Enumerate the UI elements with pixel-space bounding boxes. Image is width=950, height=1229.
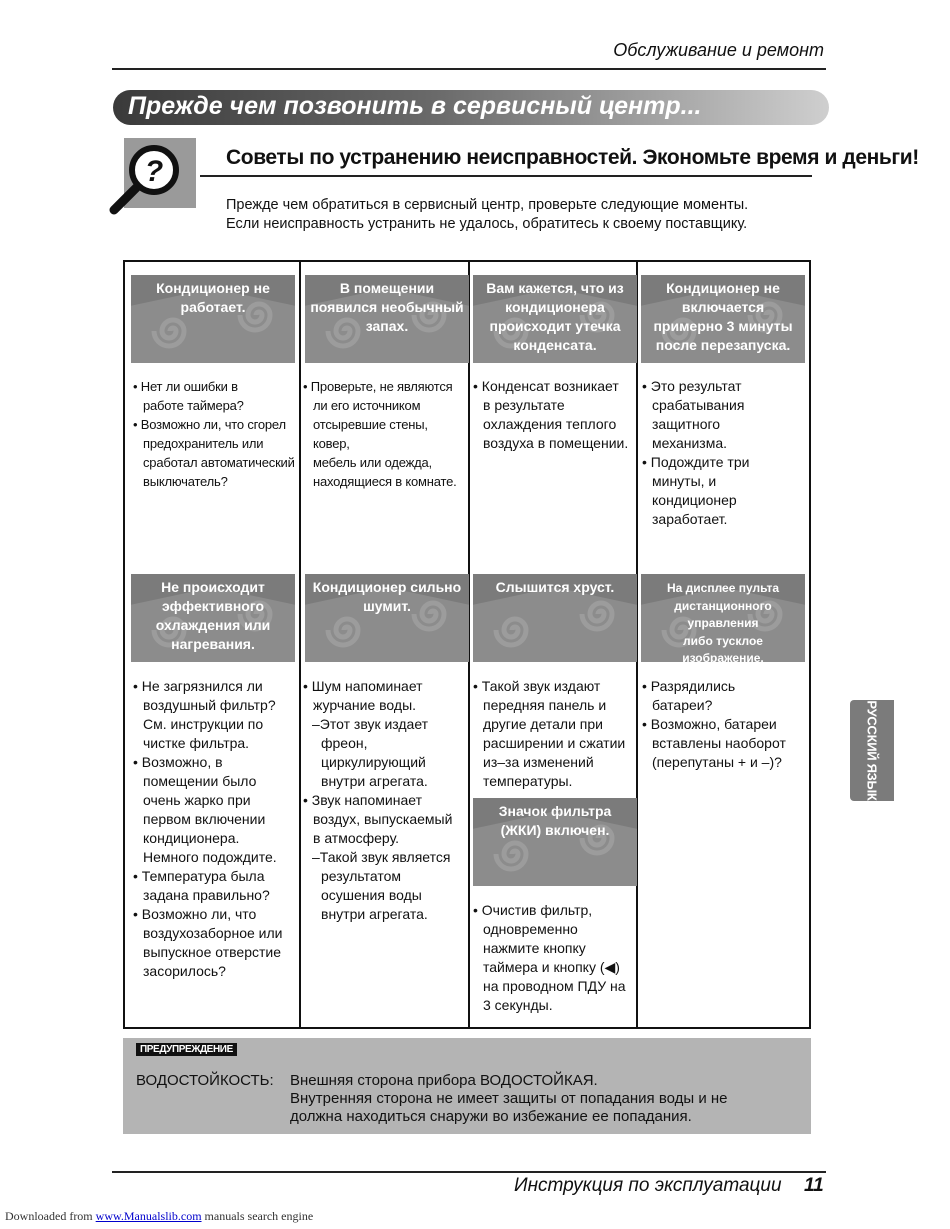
problem-header [473,574,637,662]
solution-line [133,829,297,848]
problem-title-line: (ЖКИ) включен. [500,822,610,838]
solution-line-text: расширении и сжатии [483,735,626,751]
solution-line [642,434,806,453]
solution-line-text: другие детали при [483,716,603,732]
problem-title [641,580,805,685]
problem-title [473,802,637,840]
bullet-marker: • [133,379,141,394]
solution-line-text: воздуха в помещении. [483,435,629,451]
solution-list [642,377,806,529]
bullet-marker: • [303,379,311,394]
problem-title-line: либо тусклое изображение, [682,633,764,665]
problem-title-line: Значок фильтра [498,803,612,819]
troubleshooting-table [123,260,811,1029]
bullet-marker: • [133,906,142,922]
solution-line-text: из–за изменений [483,754,594,770]
solution-line-text: результатом [321,868,401,884]
problem-title-line: Кондиционер не [156,280,270,296]
dash-marker: – [312,849,320,865]
solution-text [473,677,637,791]
solution-line [303,715,467,734]
solution-line [303,696,467,715]
solution-line-text: таймера и кнопку (◀) [483,959,620,975]
solution-line [642,677,806,696]
download-prefix: Downloaded from [5,1209,96,1223]
warning-label: ПРЕДУПРЕЖДЕНИЕ [136,1043,237,1056]
solution-line [642,491,806,510]
solution-line-text: Немного подождите. [143,849,277,865]
problem-header [305,275,469,363]
swirl-decoration-icon [485,600,545,660]
solution-line-text: Температура была [141,868,265,884]
intro-line-2: Если неисправность устранить не удалось, обратитесь к своему поставщику. [226,216,748,232]
solution-line-text: воздух, выпускаемый [313,811,453,827]
solution-line-text: кондиционер [652,492,737,508]
dash-marker: – [312,716,320,732]
solution-text [642,377,806,529]
solution-line [473,772,637,791]
solution-line [133,753,297,772]
magnifier-question-icon [108,142,190,216]
solution-line [303,867,467,886]
solution-line-text: ли его источником [313,398,421,413]
solution-text [303,677,467,924]
problem-title-line: включается [681,299,765,315]
solution-list [133,377,297,491]
problem-title-line: происходит утечка [489,318,621,334]
solution-line [133,924,297,943]
solution-line [133,696,297,715]
solution-line-text: одновременно [483,921,578,937]
problem-title-line: Слышится хруст. [495,579,615,595]
solution-line [473,377,637,396]
problem-title [131,578,295,654]
solution-line-text: в результате [483,397,565,413]
solution-line-text: кондиционера. [143,830,240,846]
tips-underline [200,175,812,177]
solution-line-text: Проверьте, не являются [310,379,453,394]
problem-header [473,798,637,886]
top-rule [112,68,826,70]
solution-line [303,772,467,791]
download-note [5,1209,313,1224]
solution-line-text: воздухозаборное или [143,925,283,941]
solution-list [133,677,297,981]
problem-header [641,574,805,683]
problem-header [473,275,637,363]
solution-line-text: журчание воды. [313,697,417,713]
solution-line [303,848,467,867]
solution-list [303,377,467,491]
solution-line [133,434,297,453]
download-suffix: manuals search engine [201,1209,314,1223]
solution-line [473,939,637,958]
solution-line-text: нажмите кнопку [483,940,586,956]
bullet-marker: • [642,378,651,394]
solution-line [642,415,806,434]
bullet-marker: • [133,868,142,884]
problem-title-line: Кондиционер не [666,280,780,296]
problem-title-line: кондиционера [505,299,605,315]
intro-line-1: Прежде чем обратиться в сервисный центр, проверьте следующие моменты. [226,197,749,213]
solution-line [303,472,467,491]
download-link[interactable]: www.Manualslib.com [95,1209,202,1223]
solution-line-text: циркулирующий [321,754,426,770]
solution-line-text: (перепутаны + и –)? [652,754,782,770]
solution-line-text: вставлены наоборот [652,735,786,751]
solution-text [473,377,637,453]
solution-line-text: батареи? [652,697,713,713]
tips-heading: Советы по устранению неисправностей. Экономьте время и деньги! [226,146,919,169]
bullet-marker: • [642,716,651,732]
solution-line [473,958,637,977]
solution-line [473,715,637,734]
section-title: Обслуживание и ремонт [613,40,824,60]
solution-line [133,943,297,962]
solution-line [642,472,806,491]
column-divider [299,262,301,1027]
solution-line [303,791,467,810]
problem-title-line: В помещении [339,280,435,296]
solution-line-text: заработает. [652,511,728,527]
solution-line [133,810,297,829]
problem-header [641,275,805,363]
page-number: 11 [804,1175,824,1196]
solution-list [473,377,637,453]
solution-line-text: работе таймера? [143,398,244,413]
solution-line-text: 3 секунды. [483,997,553,1013]
solution-line-text: Такой звук издают [481,678,601,694]
solution-line [473,396,637,415]
solution-list [303,677,467,924]
solution-line [133,962,297,981]
problem-title-line: эффективного [161,598,265,614]
solution-line [642,453,806,472]
footer-title: Инструкция по эксплуатации [514,1175,782,1196]
solution-line-text: помещении было [143,773,257,789]
solution-line [303,886,467,905]
solution-line [133,905,297,924]
solution-line [303,810,467,829]
problem-title-line: охлаждения или [155,617,271,633]
solution-line [473,434,637,453]
solution-line [133,791,297,810]
solution-line-text: Такой звук является [319,849,451,865]
solution-line-text: минуты, и [652,473,717,489]
solution-line [303,753,467,772]
solution-line [473,753,637,772]
problem-title-line: Кондиционер сильно [312,579,462,595]
solution-list [473,677,637,791]
solution-line [642,753,806,772]
solution-line-text: фреон, [321,735,368,751]
solution-line-text: выпускное отверстие [143,944,282,960]
problem-title [473,578,637,597]
solution-line [473,920,637,939]
solution-line-text: Возможно ли, что [141,906,257,922]
solution-line [642,396,806,415]
solution-line-text: внутри агрегата. [321,906,428,922]
solution-line-text: первом включении [143,811,266,827]
solution-line [303,905,467,924]
solution-line [303,734,467,753]
solution-line-text: мебель или одежда, [313,455,432,470]
solution-line-text: внутри агрегата. [321,773,428,789]
bullet-marker: • [473,378,482,394]
solution-line [303,829,467,848]
solution-line-text: находящиеся в комнате. [313,474,457,489]
bullet-marker: • [303,792,312,808]
solution-line-text: охлаждения теплого [483,416,617,432]
solution-line [473,677,637,696]
warning-term: ВОДОСТОЙКОСТЬ: [136,1072,274,1089]
solution-line-text: очень жарко при [143,792,251,808]
solution-line-text: срабатывания [652,397,745,413]
problem-title-line: примерно 3 минуты [653,318,793,334]
solution-line [133,453,297,472]
solution-line [473,734,637,753]
solution-line-text: воздушный фильтр? [143,697,276,713]
bullet-marker: • [642,454,651,470]
solution-line [473,977,637,996]
solution-line-text: Шум напоминает [311,678,423,694]
solution-line-text: Не загрязнился ли [141,678,263,694]
problem-title [473,279,637,355]
problem-header [305,574,469,662]
solution-line-text: Очистив фильтр, [481,902,593,918]
solution-line [642,715,806,734]
solution-line [303,453,467,472]
problem-title-line: после перезапуска. [655,337,791,353]
problem-title-line: появился необычный [310,299,464,315]
solution-list [473,901,637,1015]
solution-line-text: Возможно, в [141,754,223,770]
warning-line-3: должна находиться снаружи во избежание ее попадания. [290,1108,692,1125]
bottom-rule [112,1171,826,1173]
solution-line-text: задана правильно? [143,887,270,903]
intro-text [226,196,748,234]
solution-line-text: предохранитель или [143,436,264,451]
bullet-marker: • [133,754,142,770]
problem-title-line: работает. [180,299,246,315]
solution-line-text: защитного [652,416,721,432]
problem-title-line: Вам кажется, что из [486,280,624,296]
solution-line [303,377,467,396]
solution-line-text: Нет ли ошибки в [140,379,238,394]
solution-line-text: См. инструкции по [143,716,264,732]
solution-line [133,886,297,905]
problem-title [305,578,469,616]
problem-title-line: либо вообще ничего нет. [648,668,798,683]
solution-line [133,734,297,753]
problem-title-line: На дисплее пульта [667,581,779,595]
solution-line-text: чистке фильтра. [143,735,250,751]
solution-line [473,696,637,715]
problem-title [131,279,295,317]
bullet-marker: • [303,678,312,694]
bullet-marker: • [133,678,142,694]
solution-line-text: Конденсат возникает [481,378,619,394]
solution-line-text: выключатель? [143,474,228,489]
solution-line [303,396,467,415]
solution-text [133,377,297,491]
solution-text [642,677,806,772]
solution-line [133,715,297,734]
problem-title-line: конденсата. [513,337,597,353]
solution-line [303,677,467,696]
solution-line-text: механизма. [652,435,728,451]
language-tab [850,700,894,801]
bullet-marker: • [133,417,141,432]
problem-header [131,574,295,662]
solution-line-text: Разрядились [650,678,736,694]
problem-title-line: нагревания. [171,636,255,652]
solution-line-text: в атмосферу. [313,830,400,846]
solution-line [133,772,297,791]
solution-line [473,415,637,434]
warning-line-1: Внешняя сторона прибора ВОДОСТОЙКАЯ. [290,1072,598,1089]
solution-line [133,396,297,415]
bullet-marker: • [473,902,482,918]
language-tab-label: РУССКИЙ ЯЗЫК [864,700,880,801]
solution-line [642,377,806,396]
warning-line-2: Внутренняя сторона не имеет защиты от попадания воды и не [290,1090,728,1107]
solution-line-text: Это результат [650,378,742,394]
solution-line [473,901,637,920]
solution-line-text: сработал автоматический [143,455,295,470]
solution-line [133,867,297,886]
solution-line-text: засорилось? [143,963,226,979]
problem-title-line: дистанционного управления [674,598,772,630]
solution-line-text: Возможно, батареи [650,716,777,732]
solution-line-text: на проводном ПДУ на [483,978,626,994]
solution-line [133,677,297,696]
solution-line-text: передняя панель и [483,697,607,713]
bullet-marker: • [473,678,482,694]
solution-line [133,377,297,396]
problem-title [305,279,469,336]
solution-line [133,415,297,434]
solution-line-text: Подождите три [650,454,750,470]
solution-line [642,510,806,529]
problem-title [641,279,805,355]
problem-title-line: шумит. [363,598,411,614]
solution-line-text: отсыревшие стены, ковер, [313,417,428,451]
solution-line-text: Звук напоминает [311,792,422,808]
solution-line-text: осушения воды [321,887,422,903]
solution-line [473,996,637,1015]
problem-title-line: запах. [365,318,409,334]
solution-line [642,734,806,753]
solution-line [133,848,297,867]
solution-text [133,677,297,981]
problem-header [131,275,295,363]
solution-line [303,415,467,453]
solution-line [642,696,806,715]
solution-line-text: Этот звук издает [319,716,429,732]
svg-text:?: ? [144,155,164,188]
solution-list [642,677,806,772]
problem-title-line: Не происходит [161,579,265,595]
solution-text [473,901,637,1015]
bullet-marker: • [642,678,651,694]
solution-line [133,472,297,491]
solution-line-text: Возможно ли, что сгорел [140,417,286,432]
solution-line-text: температуры. [483,773,573,789]
solution-text [303,377,467,491]
banner-title: Прежде чем позвонить в сервисный центр... [128,92,702,120]
